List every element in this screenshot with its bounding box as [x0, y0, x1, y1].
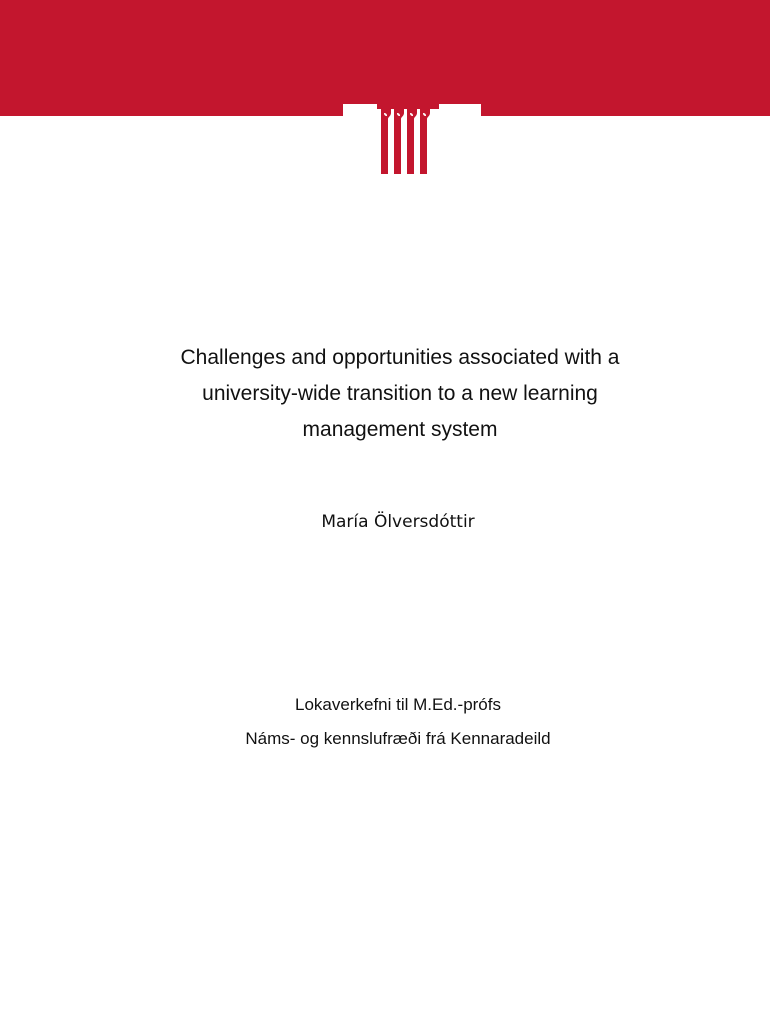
thesis-title-line: management system	[302, 418, 498, 441]
thesis-title	[0, 340, 770, 448]
thesis-title-line: Challenges and opportunities associated with a	[180, 346, 620, 369]
degree-info	[0, 688, 770, 756]
author-name: María Ölversdóttir	[321, 512, 475, 532]
thesis-title-line: university-wide transition to a new learning	[202, 382, 598, 405]
university-columns-logo-icon	[343, 90, 481, 178]
department-line: Náms- og kennslufræði frá Kennaradeild	[245, 729, 551, 748]
degree-line: Lokaverkefni til M.Ed.-prófs	[295, 695, 501, 714]
